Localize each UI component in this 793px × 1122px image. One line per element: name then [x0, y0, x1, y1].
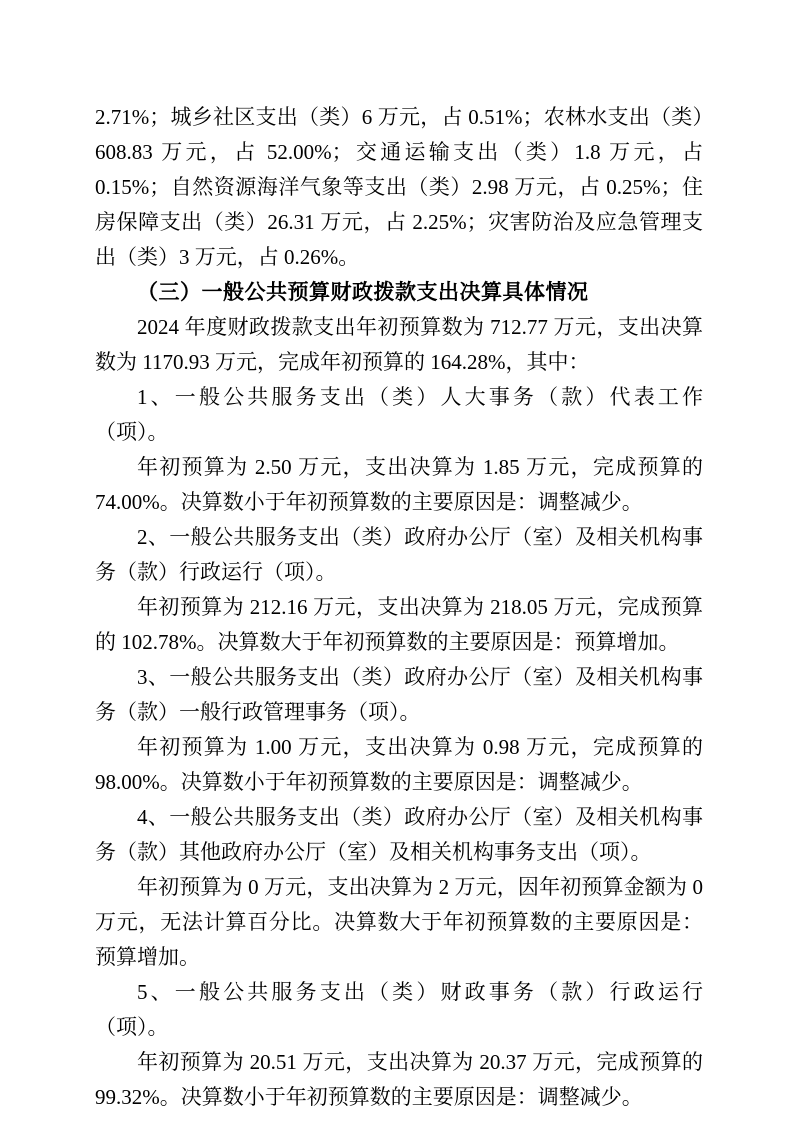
paragraph-item-2-detail: 年初预算为 212.16 万元，支出决算为 218.05 万元，完成预算的 102.78%。决算数大于年初预算数的主要原因是：预算增加。 — [95, 595, 703, 654]
paragraph-budget-summary: 2024 年度财政拨款支出年初预算数为 712.77 万元，支出决算数为 1170.93 万元，完成年初预算的 164.28%，其中： — [95, 315, 703, 374]
paragraph-item-2-title: 2、一般公共服务支出（类）政府办公厅（室）及相关机构事务（款）行政运行（项）。 — [95, 525, 703, 584]
paragraph-expenditure-breakdown: 2.71%；城乡社区支出（类）6 万元，占 0.51%；农林水支出（类）608.83 万元，占 52.00%；交通运输支出（类）1.8 万元，占 0.15%；自然资源海洋气象等支出（类）2.98 万元，占 0.25%；住房保障支出（类）26.31 万元，占 2.25%；灾害防治及应急管理支出（类）3 万元，占 0.26%。 — [95, 105, 703, 269]
section-heading-3: （三）一般公共预算财政拨款支出决算具体情况 — [137, 281, 589, 304]
paragraph-item-1-detail: 年初预算为 2.50 万元，支出决算为 1.85 万元，完成预算的 74.00%。决算数小于年初预算数的主要原因是：调整减少。 — [95, 455, 703, 514]
paragraph-item-3-detail: 年初预算为 1.00 万元，支出决算为 0.98 万元，完成预算的 98.00%。决算数小于年初预算数的主要原因是：调整减少。 — [95, 735, 703, 794]
paragraph-item-5-detail: 年初预算为 20.51 万元，支出决算为 20.37 万元，完成预算的 99.32%。决算数小于年初预算数的主要原因是：调整减少。 — [95, 1050, 703, 1109]
paragraph-item-5-title: 5、一般公共服务支出（类）财政事务（款）行政运行（项）。 — [95, 980, 703, 1039]
document-body — [95, 100, 703, 1115]
paragraph-item-4-title: 4、一般公共服务支出（类）政府办公厅（室）及相关机构事务（款）其他政府办公厅（室）及相关机构事务支出（项）。 — [95, 805, 703, 864]
paragraph-item-1-title: 1、一般公共服务支出（类）人大事务（款）代表工作（项）。 — [95, 385, 703, 444]
paragraph-item-4-detail: 年初预算为 0 万元，支出决算为 2 万元，因年初预算金额为 0 万元，无法计算百分比。决算数大于年初预算数的主要原因是：预算增加。 — [95, 875, 703, 969]
paragraph-item-3-title: 3、一般公共服务支出（类）政府办公厅（室）及相关机构事务（款）一般行政管理事务（项）。 — [95, 665, 703, 724]
